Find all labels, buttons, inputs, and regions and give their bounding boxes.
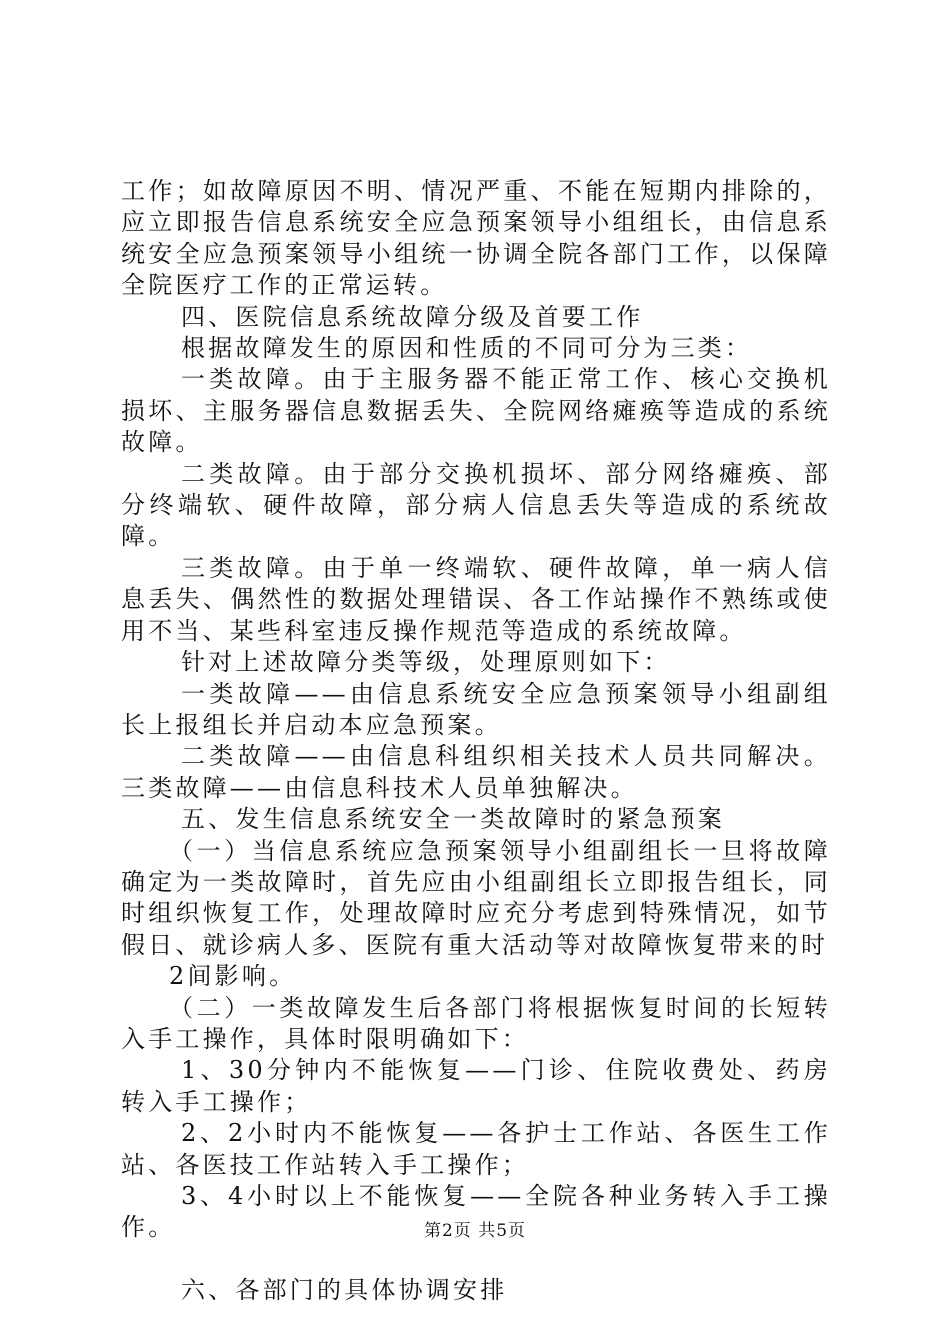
paragraph-timelimit-2h: 2、2小时内不能恢复——各护士工作站、各医生工作站、各医技工作站转入手工操作； <box>121 1119 831 1179</box>
paragraph-handling-intro: 针对上述故障分类等级，处理原则如下： <box>181 648 671 677</box>
paragraph-classification-intro: 根据故障发生的原因和性质的不同可分为三类： <box>181 334 753 363</box>
paragraph-item-1: （一）当信息系统应急预案领导小组副组长一旦将故障确定为一类故障时，首先应由小组副组长立即报告组长，同时组织恢复工作，处理故障时应充分考虑到特殊情况，如节假日、就诊病人多、医院有重大活动等对故障恢复带来的时 <box>121 836 831 959</box>
paragraph-item-2: （二）一类故障发生后各部门将根据恢复时间的长短转入手工操作，具体时限明确如下： <box>121 993 831 1053</box>
section-heading-5: 五、发生信息系统安全一类故障时的紧急预案 <box>181 805 725 834</box>
document-body <box>121 176 831 1306</box>
page-footer: 第2页 共5页 <box>423 1221 527 1241</box>
paragraph-continuation: 工作；如故障原因不明、情况严重、不能在短期内排除的，应立即报告信息系统安全应急预案领导小组组长，由信息系统安全应急预案领导小组统一协调全院各部门工作，以保障全院医疗工作的正常运转。 <box>121 177 831 300</box>
paragraph-class-2-fault: 二类故障。由于部分交换机损坏、部分网络瘫痪、部分终端软、硬件故障，部分病人信息丢失等造成的系统故障。 <box>121 459 831 551</box>
paragraph-class-3-fault: 三类故障。由于单一终端软、硬件故障，单一病人信息丢失、偶然性的数据处理错误、各工作站操作不熟练或使用不当、某些科室违反操作规范等造成的系统故障。 <box>121 553 831 645</box>
paragraph-class-1-fault: 一类故障。由于主服务器不能正常工作、核心交换机损坏、主服务器信息数据丢失、全院网络瘫痪等造成的系统故障。 <box>121 365 831 457</box>
paragraph-timelimit-4h: 3、4小时以上不能恢复——全院各种业务转入手工操作。 <box>121 1182 831 1242</box>
section-heading-4: 四、医院信息系统故障分级及首要工作 <box>181 302 644 331</box>
paragraph-timelimit-30min: 1、30分钟内不能恢复——门诊、住院收费处、药房转入手工操作； <box>121 1056 831 1116</box>
paragraph-handling-class-2-3: 二类故障——由信息科组织相关技术人员共同解决。三类故障——由信息科技术人员单独解决。 <box>121 742 831 802</box>
paragraph-handling-class-1: 一类故障——由信息系统安全应急预案领导小组副组长上报组长并启动本应急预案。 <box>121 679 831 739</box>
paragraph-impact-line: 2间影响。 <box>169 962 297 991</box>
section-heading-6: 六、各部门的具体协调安排 <box>181 1275 508 1304</box>
